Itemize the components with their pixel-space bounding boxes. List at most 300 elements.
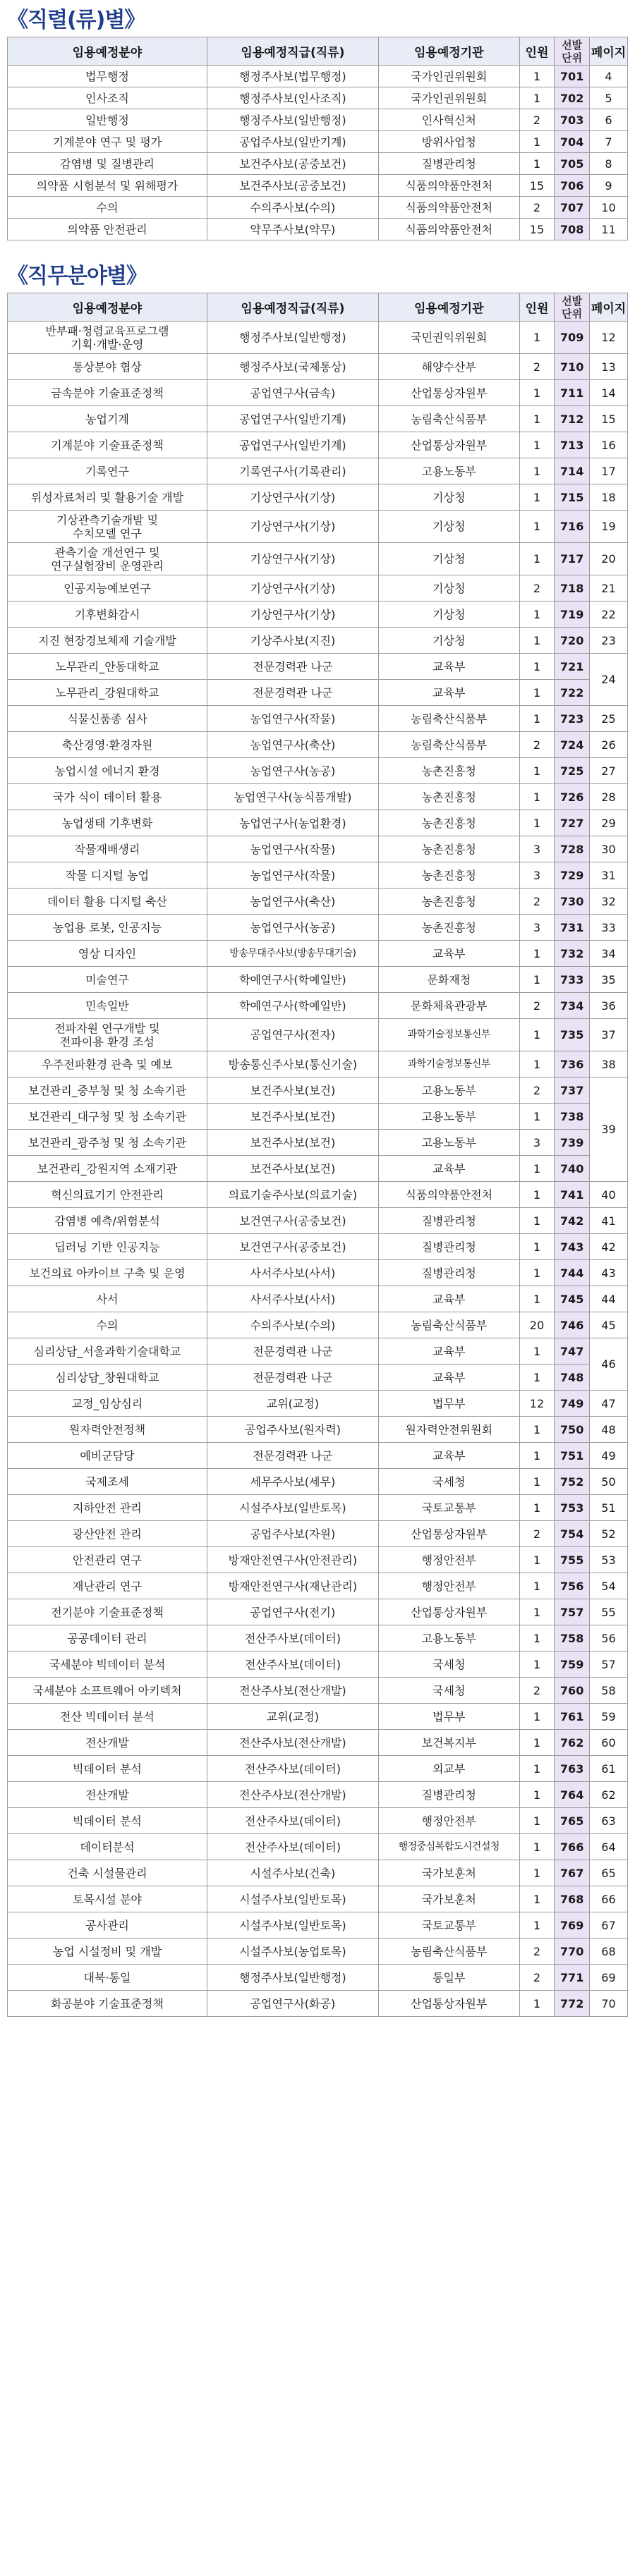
agency-cell: 교육부 bbox=[378, 1286, 519, 1312]
table-row bbox=[8, 432, 628, 458]
grade-cell: 보건주사보(공중보건) bbox=[207, 153, 378, 175]
grade-cell: 사서주사보(사서) bbox=[207, 1286, 378, 1312]
field-cell: 농업시설 에너지 환경 bbox=[8, 758, 207, 784]
grade-cell: 공업연구사(전자) bbox=[207, 1019, 378, 1051]
page-cell: 57 bbox=[589, 1652, 627, 1678]
field-cell: 전산 빅데이터 분석 bbox=[8, 1704, 207, 1730]
field-cell: 의약품 안전관리 bbox=[8, 219, 207, 240]
selection-unit-cell: 713 bbox=[555, 432, 590, 458]
table-row bbox=[8, 1678, 628, 1704]
count-cell: 1 bbox=[519, 1260, 555, 1286]
selection-unit-cell: 729 bbox=[555, 862, 590, 889]
page-cell: 70 bbox=[589, 1991, 627, 2017]
page-cell: 17 bbox=[589, 458, 627, 484]
grade-cell: 수의주사보(수의) bbox=[207, 1312, 378, 1338]
count-cell: 1 bbox=[519, 406, 555, 432]
count-cell: 15 bbox=[519, 219, 555, 240]
table-row bbox=[8, 680, 628, 706]
count-cell: 3 bbox=[519, 1130, 555, 1156]
agency-cell: 행정안전부 bbox=[378, 1808, 519, 1834]
page-cell: 25 bbox=[589, 706, 627, 732]
table-row bbox=[8, 458, 628, 484]
page-cell: 15 bbox=[589, 406, 627, 432]
agency-cell: 교육부 bbox=[378, 941, 519, 967]
table-row bbox=[8, 197, 628, 219]
table-row bbox=[8, 1365, 628, 1391]
page-cell: 52 bbox=[589, 1521, 627, 1547]
page-cell: 29 bbox=[589, 810, 627, 836]
table-row bbox=[8, 66, 628, 87]
field-cell: 축산경영·환경자원 bbox=[8, 732, 207, 758]
header-count: 인원 bbox=[519, 37, 555, 66]
selection-unit-cell: 736 bbox=[555, 1051, 590, 1078]
count-cell: 1 bbox=[519, 1886, 555, 1912]
field-cell: 보건관리_강원지역 소재기관 bbox=[8, 1156, 207, 1182]
selection-unit-cell: 734 bbox=[555, 993, 590, 1019]
field-cell: 공사관리 bbox=[8, 1912, 207, 1939]
field-cell: 농업생태 기후변화 bbox=[8, 810, 207, 836]
selection-unit-cell: 719 bbox=[555, 602, 590, 628]
field-cell: 사서 bbox=[8, 1286, 207, 1312]
count-cell: 1 bbox=[519, 1652, 555, 1678]
page-cell: 43 bbox=[589, 1260, 627, 1286]
field-cell: 일반행정 bbox=[8, 109, 207, 131]
agency-cell: 국토교통부 bbox=[378, 1912, 519, 1939]
selection-unit-cell: 731 bbox=[555, 915, 590, 941]
agency-cell: 문화재청 bbox=[378, 967, 519, 993]
count-cell: 1 bbox=[519, 1573, 555, 1599]
selection-unit-cell: 725 bbox=[555, 758, 590, 784]
selection-unit-cell: 724 bbox=[555, 732, 590, 758]
page-cell: 62 bbox=[589, 1782, 627, 1808]
agency-cell: 보건복지부 bbox=[378, 1730, 519, 1756]
page-cell: 50 bbox=[589, 1469, 627, 1495]
count-cell: 1 bbox=[519, 543, 555, 575]
agency-cell: 산업통상자원부 bbox=[378, 1991, 519, 2017]
selection-unit-cell: 715 bbox=[555, 484, 590, 511]
grade-cell: 전산주사보(전산개발) bbox=[207, 1782, 378, 1808]
table-row bbox=[8, 1886, 628, 1912]
agency-cell: 고용노동부 bbox=[378, 1625, 519, 1652]
agency-cell: 농림축산식품부 bbox=[378, 1939, 519, 1965]
count-cell: 2 bbox=[519, 109, 555, 131]
table-row bbox=[8, 810, 628, 836]
grade-cell: 농업연구사(농업환경) bbox=[207, 810, 378, 836]
count-cell: 1 bbox=[519, 1469, 555, 1495]
selection-unit-cell: 708 bbox=[555, 219, 590, 240]
page-cell: 46 bbox=[589, 1338, 627, 1391]
page-cell: 63 bbox=[589, 1808, 627, 1834]
agency-cell: 농림축산식품부 bbox=[378, 1312, 519, 1338]
page-cell: 12 bbox=[589, 322, 627, 354]
table-row bbox=[8, 784, 628, 810]
page-cell: 41 bbox=[589, 1208, 627, 1234]
grade-cell: 행정주사보(법무행정) bbox=[207, 66, 378, 87]
field-cell: 지진 현장경보체제 기술개발 bbox=[8, 628, 207, 654]
agency-cell: 기상청 bbox=[378, 511, 519, 543]
table-row bbox=[8, 941, 628, 967]
grade-cell: 전산주사보(전산개발) bbox=[207, 1730, 378, 1756]
table-row bbox=[8, 380, 628, 406]
count-cell: 2 bbox=[519, 1965, 555, 1991]
agency-cell: 교육부 bbox=[378, 680, 519, 706]
table-row bbox=[8, 511, 628, 543]
agency-cell: 법무부 bbox=[378, 1391, 519, 1417]
agency-cell: 국민권익위원회 bbox=[378, 322, 519, 354]
selection-unit-cell: 741 bbox=[555, 1182, 590, 1208]
page-cell: 45 bbox=[589, 1312, 627, 1338]
count-cell: 20 bbox=[519, 1312, 555, 1338]
table-row bbox=[8, 1912, 628, 1939]
selection-unit-cell: 765 bbox=[555, 1808, 590, 1834]
page-cell: 10 bbox=[589, 197, 627, 219]
field-cell: 대북·통일 bbox=[8, 1965, 207, 1991]
header-count: 인원 bbox=[519, 293, 555, 322]
page-cell: 65 bbox=[589, 1860, 627, 1886]
section-title-by-duty: 《직무분야별》 bbox=[7, 264, 147, 288]
grade-cell: 공업연구사(금속) bbox=[207, 380, 378, 406]
count-cell: 1 bbox=[519, 1808, 555, 1834]
selection-unit-cell: 754 bbox=[555, 1521, 590, 1547]
field-cell: 빅데이터 분석 bbox=[8, 1808, 207, 1834]
table-by-duty bbox=[7, 293, 628, 2017]
table-row bbox=[8, 1417, 628, 1443]
table-row bbox=[8, 1286, 628, 1312]
grade-cell: 전문경력관 나군 bbox=[207, 654, 378, 680]
table-row bbox=[8, 1782, 628, 1808]
table-row bbox=[8, 1730, 628, 1756]
grade-cell: 방재안전연구사(재난관리) bbox=[207, 1573, 378, 1599]
page-cell: 69 bbox=[589, 1965, 627, 1991]
agency-cell: 질병관리청 bbox=[378, 153, 519, 175]
agency-cell: 기상청 bbox=[378, 602, 519, 628]
table-row bbox=[8, 1130, 628, 1156]
agency-cell: 기상청 bbox=[378, 484, 519, 511]
table-row bbox=[8, 1573, 628, 1599]
page-cell: 42 bbox=[589, 1234, 627, 1260]
grade-cell: 시설주사보(일반토목) bbox=[207, 1886, 378, 1912]
page-cell: 64 bbox=[589, 1834, 627, 1860]
count-cell: 1 bbox=[519, 1912, 555, 1939]
agency-cell: 해양수산부 bbox=[378, 354, 519, 380]
page-cell: 30 bbox=[589, 836, 627, 862]
selection-unit-cell: 748 bbox=[555, 1365, 590, 1391]
selection-unit-cell: 767 bbox=[555, 1860, 590, 1886]
grade-cell: 사서주사보(사서) bbox=[207, 1260, 378, 1286]
agency-cell: 교육부 bbox=[378, 1443, 519, 1469]
grade-cell: 전문경력관 나군 bbox=[207, 1338, 378, 1365]
grade-cell: 방송무대주사보(방송무대기술) bbox=[207, 941, 378, 967]
page-cell: 18 bbox=[589, 484, 627, 511]
selection-unit-cell: 762 bbox=[555, 1730, 590, 1756]
grade-cell: 행정주사보(일반행정) bbox=[207, 1965, 378, 1991]
header-unit: 선발 단위 bbox=[555, 37, 590, 66]
grade-cell: 전문경력관 나군 bbox=[207, 1365, 378, 1391]
grade-cell: 기상연구사(기상) bbox=[207, 602, 378, 628]
field-cell: 전산개발 bbox=[8, 1730, 207, 1756]
count-cell: 1 bbox=[519, 1730, 555, 1756]
page-cell: 51 bbox=[589, 1495, 627, 1521]
agency-cell: 기상청 bbox=[378, 575, 519, 602]
field-cell: 안전관리 연구 bbox=[8, 1547, 207, 1573]
selection-unit-cell: 712 bbox=[555, 406, 590, 432]
agency-cell: 기상청 bbox=[378, 628, 519, 654]
grade-cell: 농업연구사(농식품개발) bbox=[207, 784, 378, 810]
selection-unit-cell: 763 bbox=[555, 1756, 590, 1782]
count-cell: 1 bbox=[519, 1547, 555, 1573]
agency-cell: 질병관리청 bbox=[378, 1782, 519, 1808]
count-cell: 2 bbox=[519, 575, 555, 602]
field-cell: 교정_임상심리 bbox=[8, 1391, 207, 1417]
count-cell: 3 bbox=[519, 915, 555, 941]
count-cell: 2 bbox=[519, 993, 555, 1019]
grade-cell: 교위(교정) bbox=[207, 1704, 378, 1730]
agency-cell: 인사혁신처 bbox=[378, 109, 519, 131]
agency-cell: 식품의약품안전처 bbox=[378, 1182, 519, 1208]
grade-cell: 농업연구사(농공) bbox=[207, 915, 378, 941]
page-cell: 6 bbox=[589, 109, 627, 131]
table-row bbox=[8, 1469, 628, 1495]
field-cell: 국제조세 bbox=[8, 1469, 207, 1495]
page-cell: 54 bbox=[589, 1573, 627, 1599]
field-cell: 노무관리_안동대학교 bbox=[8, 654, 207, 680]
page-cell: 14 bbox=[589, 380, 627, 406]
table-row bbox=[8, 175, 628, 197]
page-cell: 26 bbox=[589, 732, 627, 758]
page-cell: 66 bbox=[589, 1886, 627, 1912]
page-cell: 68 bbox=[589, 1939, 627, 1965]
header-field: 임용예정분야 bbox=[8, 293, 207, 322]
field-cell: 통상분야 협상 bbox=[8, 354, 207, 380]
grade-cell: 전산주사보(데이터) bbox=[207, 1652, 378, 1678]
table-row bbox=[8, 1104, 628, 1130]
page-cell: 21 bbox=[589, 575, 627, 602]
grade-cell: 보건연구사(공중보건) bbox=[207, 1234, 378, 1260]
selection-unit-cell: 753 bbox=[555, 1495, 590, 1521]
page-cell: 5 bbox=[589, 87, 627, 109]
field-cell: 노무관리_강원대학교 bbox=[8, 680, 207, 706]
table-row bbox=[8, 889, 628, 915]
page-cell: 60 bbox=[589, 1730, 627, 1756]
table-row bbox=[8, 1208, 628, 1234]
field-cell: 전기분야 기술표준정책 bbox=[8, 1599, 207, 1625]
grade-cell: 보건주사보(보건) bbox=[207, 1156, 378, 1182]
field-cell: 심리상담_창원대학교 bbox=[8, 1365, 207, 1391]
header-agency: 임용예정기관 bbox=[378, 293, 519, 322]
grade-cell: 행정주사보(인사조직) bbox=[207, 87, 378, 109]
table-row bbox=[8, 543, 628, 575]
field-cell: 공공데이터 관리 bbox=[8, 1625, 207, 1652]
selection-unit-cell: 758 bbox=[555, 1625, 590, 1652]
count-cell: 1 bbox=[519, 628, 555, 654]
header-agency: 임용예정기관 bbox=[378, 37, 519, 66]
field-cell: 의약품 시험분석 및 위해평가 bbox=[8, 175, 207, 197]
table-row bbox=[8, 1991, 628, 2017]
page-cell: 38 bbox=[589, 1051, 627, 1078]
page-cell: 31 bbox=[589, 862, 627, 889]
field-cell: 기후변화감시 bbox=[8, 602, 207, 628]
selection-unit-cell: 706 bbox=[555, 175, 590, 197]
field-cell: 기록연구 bbox=[8, 458, 207, 484]
page-cell: 32 bbox=[589, 889, 627, 915]
agency-cell: 산업통상자원부 bbox=[378, 1599, 519, 1625]
field-cell: 빅데이터 분석 bbox=[8, 1756, 207, 1782]
selection-unit-cell: 766 bbox=[555, 1834, 590, 1860]
count-cell: 1 bbox=[519, 1234, 555, 1260]
agency-cell: 기상청 bbox=[378, 543, 519, 575]
count-cell: 1 bbox=[519, 1834, 555, 1860]
section-title-by-series: 《직렬(류)별》 bbox=[7, 8, 145, 32]
page-cell: 47 bbox=[589, 1391, 627, 1417]
table-row bbox=[8, 406, 628, 432]
field-cell: 영상 디자인 bbox=[8, 941, 207, 967]
grade-cell: 약무주사보(약무) bbox=[207, 219, 378, 240]
count-cell: 15 bbox=[519, 175, 555, 197]
table-row bbox=[8, 153, 628, 175]
grade-cell: 행정주사보(일반행정) bbox=[207, 322, 378, 354]
page-cell: 9 bbox=[589, 175, 627, 197]
count-cell: 1 bbox=[519, 153, 555, 175]
page-cell: 34 bbox=[589, 941, 627, 967]
agency-cell: 농림축산식품부 bbox=[378, 406, 519, 432]
grade-cell: 방송통신주사보(통신기술) bbox=[207, 1051, 378, 1078]
table-row bbox=[8, 1234, 628, 1260]
selection-unit-cell: 726 bbox=[555, 784, 590, 810]
grade-cell: 공업주사보(원자력) bbox=[207, 1417, 378, 1443]
table-row bbox=[8, 131, 628, 153]
grade-cell: 학예연구사(학예일반) bbox=[207, 993, 378, 1019]
agency-cell: 국가보훈처 bbox=[378, 1886, 519, 1912]
count-cell: 1 bbox=[519, 484, 555, 511]
count-cell: 3 bbox=[519, 836, 555, 862]
selection-unit-cell: 732 bbox=[555, 941, 590, 967]
agency-cell: 산업통상자원부 bbox=[378, 432, 519, 458]
page-cell: 55 bbox=[589, 1599, 627, 1625]
table-row bbox=[8, 654, 628, 680]
table-row bbox=[8, 1704, 628, 1730]
agency-cell: 문화체육관광부 bbox=[378, 993, 519, 1019]
count-cell: 2 bbox=[519, 197, 555, 219]
agency-cell: 농촌진흥청 bbox=[378, 758, 519, 784]
grade-cell: 교위(교정) bbox=[207, 1391, 378, 1417]
agency-cell: 국가인권위원회 bbox=[378, 66, 519, 87]
grade-cell: 기록연구사(기록관리) bbox=[207, 458, 378, 484]
field-cell: 기계분야 연구 및 평가 bbox=[8, 131, 207, 153]
selection-unit-cell: 750 bbox=[555, 1417, 590, 1443]
table-row bbox=[8, 1521, 628, 1547]
grade-cell: 농업연구사(축산) bbox=[207, 889, 378, 915]
agency-cell: 국세청 bbox=[378, 1652, 519, 1678]
selection-unit-cell: 709 bbox=[555, 322, 590, 354]
page-cell: 8 bbox=[589, 153, 627, 175]
count-cell: 2 bbox=[519, 1078, 555, 1104]
field-cell: 인사조직 bbox=[8, 87, 207, 109]
count-cell: 1 bbox=[519, 1991, 555, 2017]
page-cell: 4 bbox=[589, 66, 627, 87]
header-grade: 임용예정직급(직류) bbox=[207, 37, 378, 66]
table-body bbox=[8, 322, 628, 2017]
selection-unit-cell: 704 bbox=[555, 131, 590, 153]
count-cell: 1 bbox=[519, 602, 555, 628]
agency-cell: 원자력안전위원회 bbox=[378, 1417, 519, 1443]
agency-cell: 통일부 bbox=[378, 1965, 519, 1991]
count-cell: 2 bbox=[519, 1939, 555, 1965]
agency-cell: 농촌진흥청 bbox=[378, 862, 519, 889]
count-cell: 2 bbox=[519, 1678, 555, 1704]
agency-cell: 질병관리청 bbox=[378, 1260, 519, 1286]
page-cell: 20 bbox=[589, 543, 627, 575]
count-cell: 1 bbox=[519, 784, 555, 810]
field-cell: 딥러닝 기반 인공지능 bbox=[8, 1234, 207, 1260]
selection-unit-cell: 772 bbox=[555, 1991, 590, 2017]
grade-cell: 행정주사보(일반행정) bbox=[207, 109, 378, 131]
field-cell: 보건관리_대구청 및 청 소속기관 bbox=[8, 1104, 207, 1130]
grade-cell: 전산주사보(데이터) bbox=[207, 1834, 378, 1860]
grade-cell: 전문경력관 나군 bbox=[207, 1443, 378, 1469]
table-row bbox=[8, 219, 628, 240]
page-cell: 22 bbox=[589, 602, 627, 628]
count-cell: 1 bbox=[519, 1860, 555, 1886]
field-cell: 미술연구 bbox=[8, 967, 207, 993]
selection-unit-cell: 769 bbox=[555, 1912, 590, 1939]
agency-cell: 국가인권위원회 bbox=[378, 87, 519, 109]
count-cell: 2 bbox=[519, 732, 555, 758]
count-cell: 1 bbox=[519, 680, 555, 706]
count-cell: 1 bbox=[519, 322, 555, 354]
table-row bbox=[8, 1599, 628, 1625]
grade-cell: 행정주사보(국제통상) bbox=[207, 354, 378, 380]
selection-unit-cell: 737 bbox=[555, 1078, 590, 1104]
agency-cell: 행정안전부 bbox=[378, 1573, 519, 1599]
selection-unit-cell: 751 bbox=[555, 1443, 590, 1469]
grade-cell: 공업주사보(일반기계) bbox=[207, 131, 378, 153]
header-grade: 임용예정직급(직류) bbox=[207, 293, 378, 322]
page-cell: 13 bbox=[589, 354, 627, 380]
table-row bbox=[8, 602, 628, 628]
table-row bbox=[8, 1156, 628, 1182]
table-row bbox=[8, 1495, 628, 1521]
agency-cell: 고용노동부 bbox=[378, 1104, 519, 1130]
selection-unit-cell: 705 bbox=[555, 153, 590, 175]
grade-cell: 전문경력관 나군 bbox=[207, 680, 378, 706]
page-cell: 27 bbox=[589, 758, 627, 784]
field-cell: 수의 bbox=[8, 197, 207, 219]
field-cell: 농업기계 bbox=[8, 406, 207, 432]
selection-unit-cell: 759 bbox=[555, 1652, 590, 1678]
agency-cell: 산업통상자원부 bbox=[378, 1521, 519, 1547]
table-row bbox=[8, 1652, 628, 1678]
selection-unit-cell: 707 bbox=[555, 197, 590, 219]
page-cell: 53 bbox=[589, 1547, 627, 1573]
agency-cell: 농촌진흥청 bbox=[378, 889, 519, 915]
selection-unit-cell: 728 bbox=[555, 836, 590, 862]
count-cell: 1 bbox=[519, 511, 555, 543]
count-cell: 1 bbox=[519, 1417, 555, 1443]
count-cell: 1 bbox=[519, 967, 555, 993]
table-row bbox=[8, 484, 628, 511]
selection-unit-cell: 746 bbox=[555, 1312, 590, 1338]
grade-cell: 보건주사보(보건) bbox=[207, 1104, 378, 1130]
agency-cell: 교육부 bbox=[378, 654, 519, 680]
page-cell: 36 bbox=[589, 993, 627, 1019]
field-cell: 심리상담_서울과학기술대학교 bbox=[8, 1338, 207, 1365]
table-row bbox=[8, 1939, 628, 1965]
page-cell: 40 bbox=[589, 1182, 627, 1208]
table-row bbox=[8, 732, 628, 758]
table-row bbox=[8, 993, 628, 1019]
field-cell: 작물재배생리 bbox=[8, 836, 207, 862]
count-cell: 12 bbox=[519, 1391, 555, 1417]
